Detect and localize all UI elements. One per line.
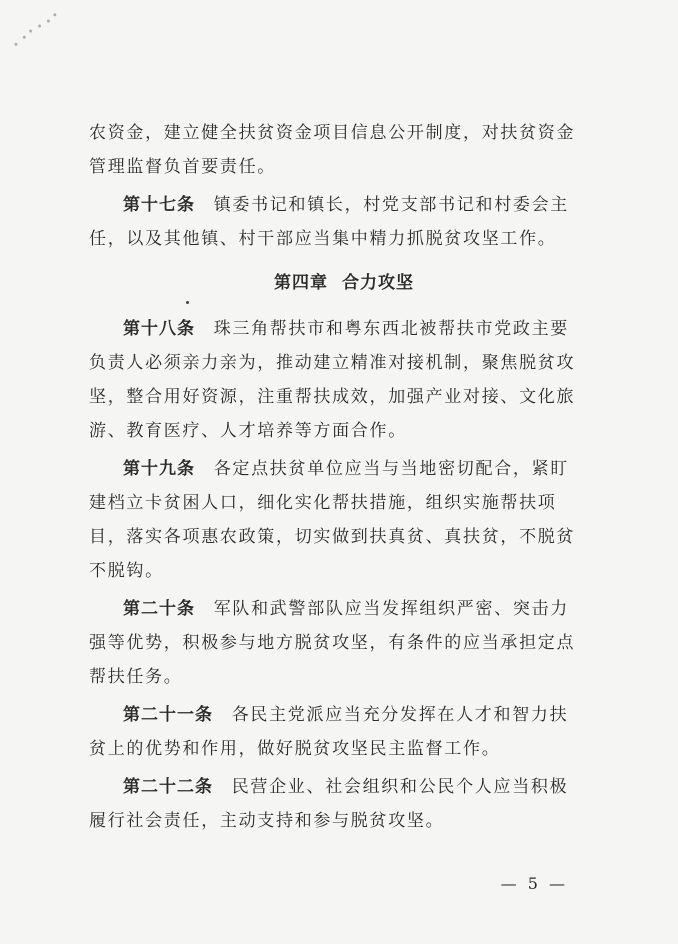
- text-line: 履行社会责任，主动支持和参与脱贫攻坚。: [89, 811, 445, 831]
- text-line: [89, 698, 599, 732]
- article-18: [89, 312, 599, 448]
- text-line: [89, 452, 599, 486]
- text-line: 任，以及其他镇、村干部应当集中精力抓脱贫攻坚工作。: [89, 229, 557, 249]
- text-line: 帮扶任务。: [89, 667, 183, 687]
- text-line: 目，落实各项惠农政策，切实做到扶真贫、真扶贫，不脱贫: [89, 527, 576, 547]
- article-title: 第十七条: [123, 195, 195, 215]
- text-line: 负责人必须亲力亲为，推动建立精准对接机制，聚焦脱贫攻: [89, 353, 576, 373]
- text-line: [89, 312, 599, 346]
- article-22: [89, 770, 599, 838]
- text-line: 农资金，建立健全扶贫资金项目信息公开制度，对扶贫资金: [89, 123, 576, 143]
- article-20: [89, 592, 599, 694]
- text-line: 游、教育医疗、人才培养等方面合作。: [89, 421, 407, 441]
- page-number: — 5 —: [500, 874, 568, 893]
- article-title: 第二十条: [123, 599, 195, 619]
- text-line: 不脱钩。: [89, 561, 164, 581]
- article-text: 民营企业、社会组织和公民个人应当积极: [231, 777, 569, 797]
- article-title: 第二十二条: [123, 777, 213, 797]
- article-17: [89, 188, 599, 256]
- article-text: 各定点扶贫单位应当与当地密切配合，紧盯: [213, 459, 570, 479]
- article-title: 第二十一条: [123, 705, 213, 725]
- article-text: 珠三角帮扶市和粤东西北被帮扶市党政主要: [213, 319, 570, 339]
- text-line: 管理监督负首要责任。: [89, 157, 276, 177]
- chapter-number: 第四章: [274, 273, 328, 293]
- text-line: 贫上的优势和作用，做好脱贫攻坚民主监督工作。: [89, 739, 501, 759]
- article-title: 第十九条: [123, 459, 195, 479]
- text-line: 建档立卡贫困人口，细化实化帮扶措施，组织实施帮扶项: [89, 493, 557, 513]
- chapter-title: 合力攻坚: [342, 273, 414, 293]
- article-text: 镇委书记和镇长，村党支部书记和村委会主: [213, 195, 570, 215]
- article-text: 各民主党派应当充分发挥在人才和智力扶: [231, 705, 569, 725]
- text-line: 强等优势，积极参与地方脱贫攻坚，有条件的应当承担定点: [89, 633, 576, 653]
- text-line: 坚，整合用好资源，注重帮扶成效，加强产业对接、文化旅: [89, 387, 576, 407]
- text-line: [89, 592, 599, 626]
- text-line: [89, 188, 599, 222]
- article-text: 军队和武警部队应当发挥组织严密、突击力: [213, 599, 570, 619]
- paragraph-intro: [89, 116, 599, 184]
- scan-mark-icon: [7, 11, 66, 56]
- article-21: [89, 698, 599, 766]
- text-line: [89, 770, 599, 804]
- chapter-heading: [89, 266, 599, 300]
- article-19: [89, 452, 599, 588]
- document-body: [89, 116, 599, 842]
- article-title: 第十八条: [123, 319, 195, 339]
